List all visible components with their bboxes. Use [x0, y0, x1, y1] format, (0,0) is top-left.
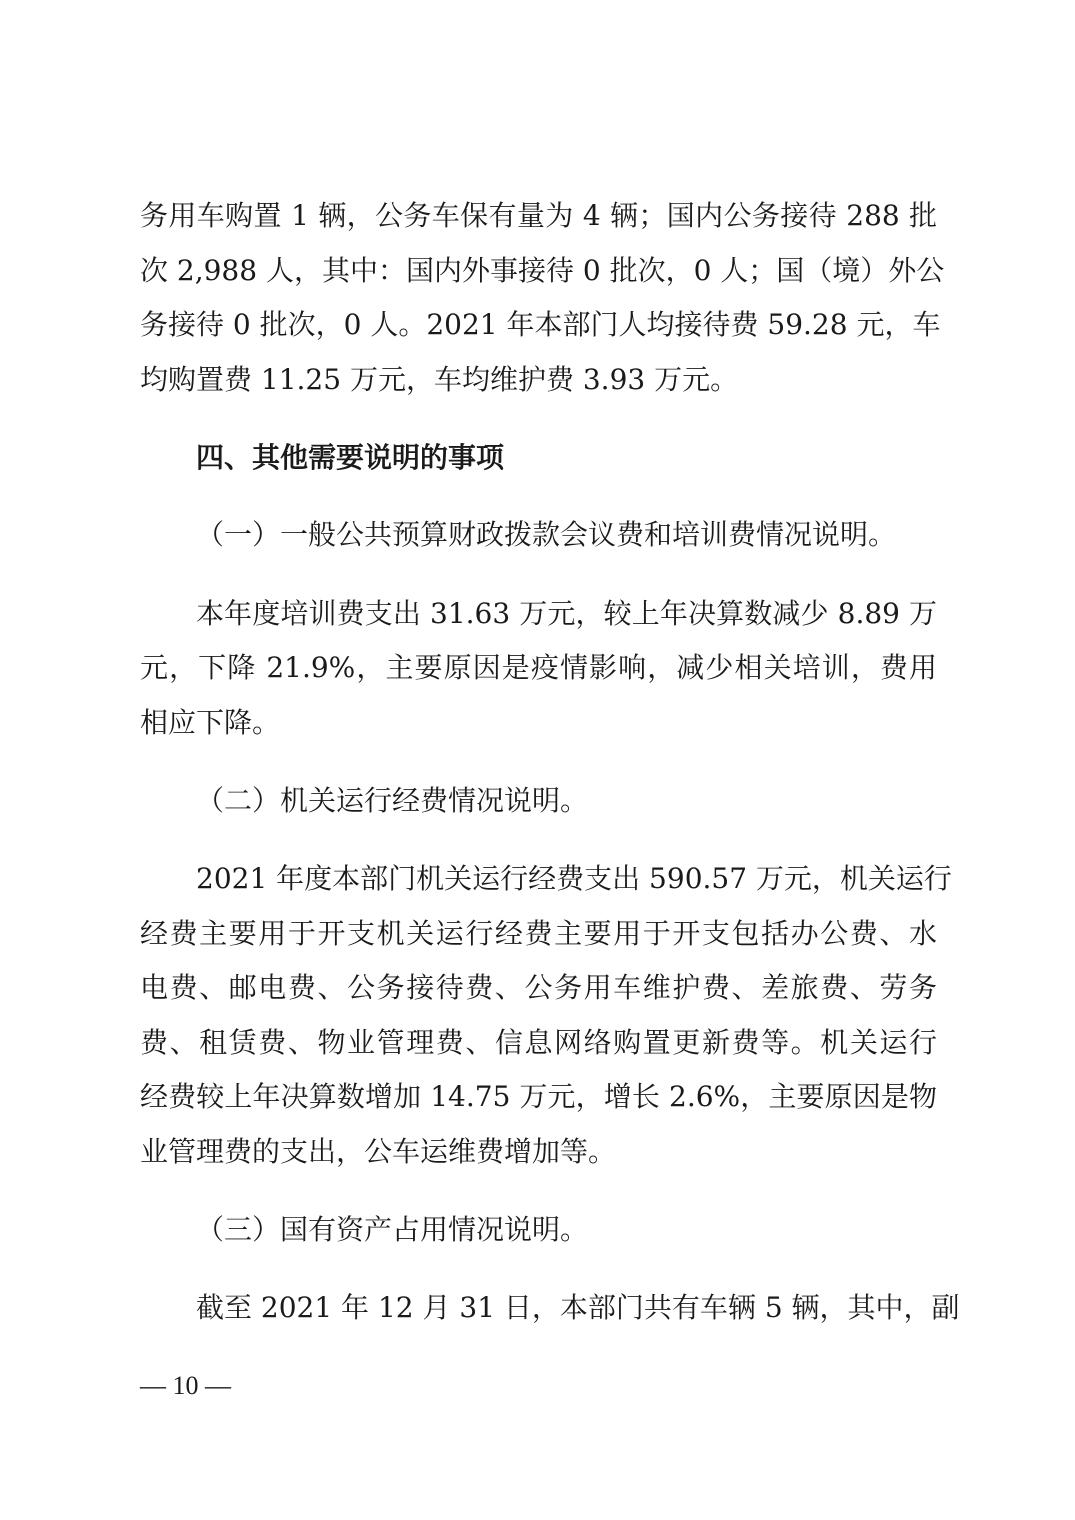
- subsection-heading: （一）一般公共预算财政拨款会议费和培训费情况说明。: [196, 518, 897, 551]
- text-line: 截至 2021 年 12 月 31 日，本部门共有车辆 5 辆，其中，副: [196, 1291, 960, 1324]
- text-line: 经费较上年决算数增加 14.75 万元，增长 2.6%，主要原因是物: [140, 1080, 937, 1113]
- text-line: 均购置费 11.25 万元，车均维护费 3.93 万元。: [140, 363, 739, 396]
- text-line: 本年度培训费支出 31.63 万元，较上年决算数减少 8.89 万: [196, 597, 937, 630]
- text-line: 务用车购置 1 辆，公务车保有量为 4 辆；国内公务接待 288 批: [140, 199, 937, 232]
- subsection-heading: （三）国有资产占用情况说明。: [196, 1213, 589, 1246]
- text-line: 务接待 0 批次，0 人。2021 年本部门人均接待费 59.28 元，车: [140, 308, 941, 341]
- page-number: — 10 —: [140, 1371, 231, 1400]
- text-line: 业管理费的支出，公车运维费增加等。: [140, 1135, 617, 1168]
- text-line: 费、租赁费、物业管理费、信息网络购置更新费等。机关运行: [140, 1026, 937, 1059]
- text-line: 电费、邮电费、公务接待费、公务用车维护费、差旅费、劳务: [140, 971, 937, 1004]
- text-line: 次 2,988 人，其中：国内外事接待 0 批次，0 人；国（境）外公: [140, 254, 945, 287]
- subsection-heading: （二）机关运行经费情况说明。: [196, 784, 589, 817]
- text-line: 经费主要用于开支机关运行经费主要用于开支包括办公费、水: [140, 917, 937, 950]
- text-line: 2021 年度本部门机关运行经费支出 590.57 万元，机关运行: [196, 862, 952, 895]
- text-line: 相应下降。: [140, 706, 281, 739]
- text-line: 元，下降 21.9%，主要原因是疫情影响，减少相关培训，费用: [140, 651, 937, 684]
- section-heading: 四、其他需要说明的事项: [196, 441, 505, 474]
